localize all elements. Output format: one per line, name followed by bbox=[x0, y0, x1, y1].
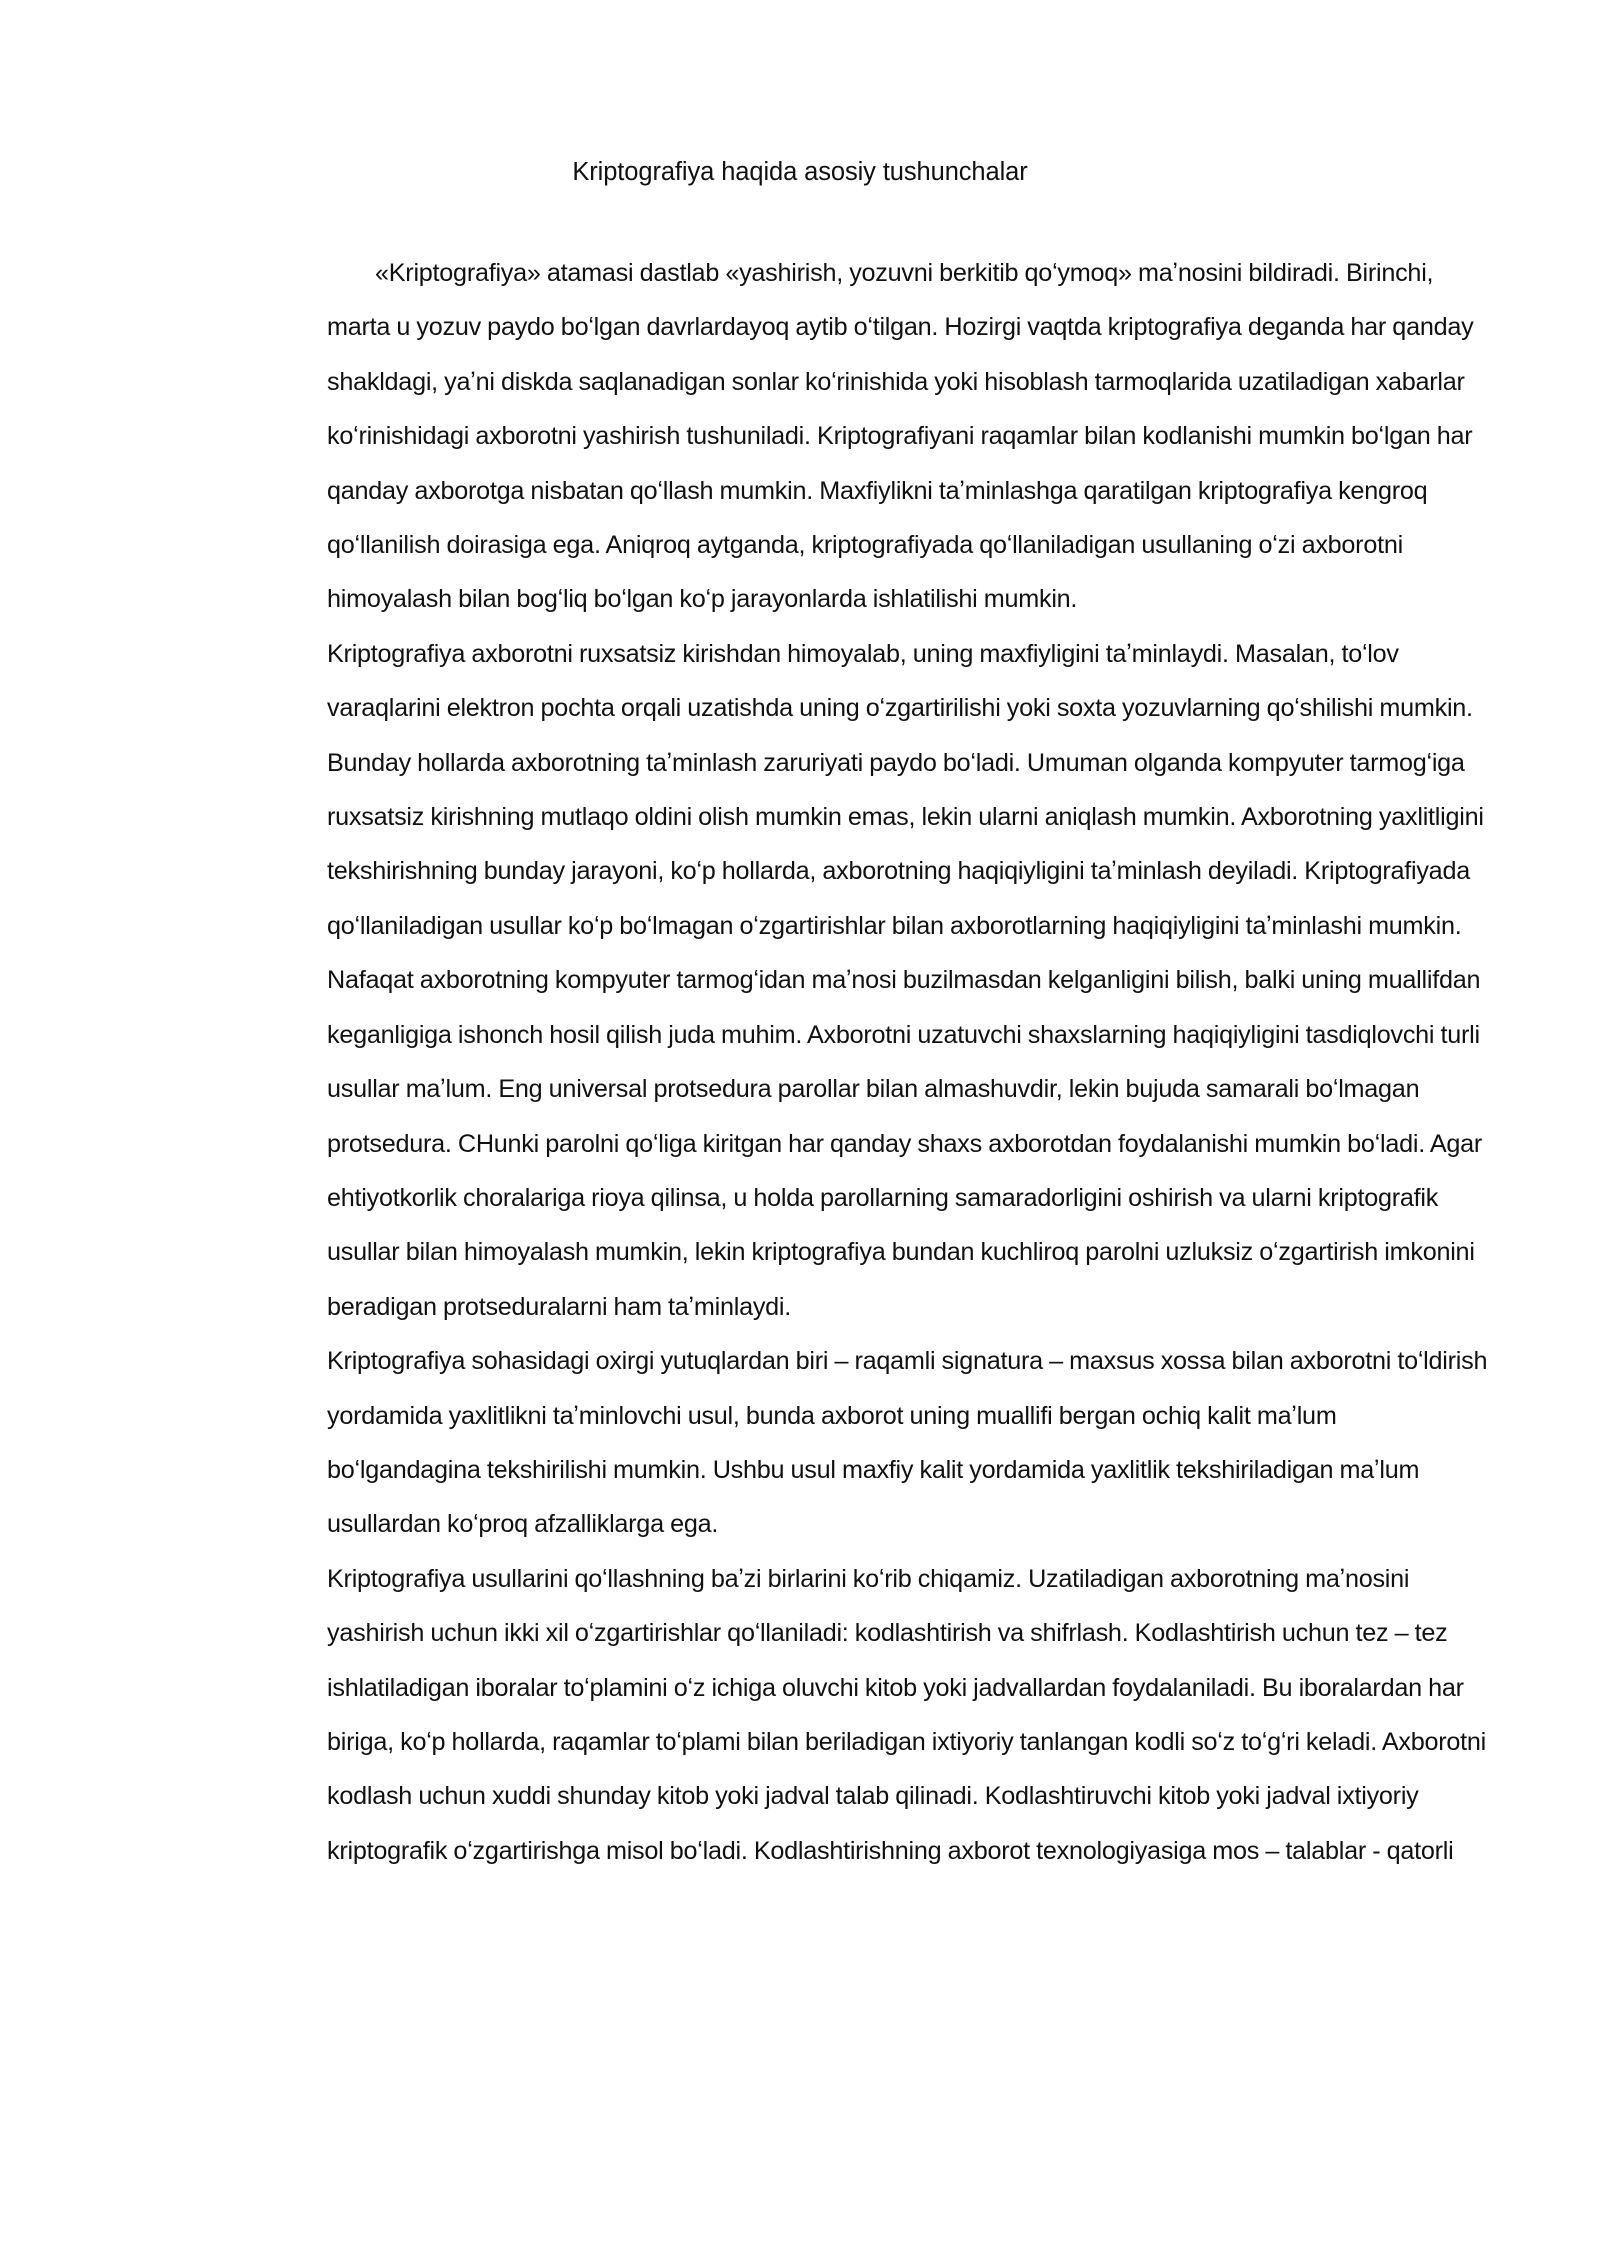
paragraph-encoding-methods: Kriptografiya usullarini qoʻllashning baʼzi birlarini koʻrib chiqamiz. Uzatiladigan axborotning maʼnosini yashirish uchun ikki xil oʻzgartirishlar qoʻllaniladi: kodlashtirish va shifrlash. Kodlashtirish uchun tez – tez ishlatiladigan iboralar toʻplamini oʻz ichiga oluvchi kitob yoki jadvallardan foydalaniladi. Bu iboralardan har biriga, koʻp hollarda, raqamlar toʻplami bilan beriladigan ixtiyoriy tanlangan kodli soʻz toʻgʻri keladi. Axborotni kodlash uchun xuddi shunday kitob yoki jadval talab qilinadi. Kodlashtiruvchi kitob yoki jadval ixtiyoriy kriptografik oʻzgartirishga misol boʻladi. Kodlashtirishning axborot texnologiyasiga mos – talablar - qatorli bbox=[327, 1564, 1486, 1865]
paragraph-authentication: Nafaqat axborotning kompyuter tarmogʻidan maʼnosi buzilmasdan kelganligini bilish, balki uning muallifdan keganligiga ishonch hosil qilish juda muhim. Axborotni uzatuvchi shaxslarning haqiqiyligini tasdiqlovchi turli usullar maʼlum. Eng universal protsedura parollar bilan almashuvdir, lekin bujuda samarali boʻlmagan protsedura. CHunki parolni qoʻliga kiritgan har qanday shaxs axborotdan foydalanishi mumkin boʻladi. Agar ehtiyotkorlik choralariga rioya qilinsa, u holda parollarning samaradorligini oshirish va ularni kriptografik usullar bilan himoyalash mumkin, lekin kriptografiya bundan kuchliroq parolni uzluksiz oʻzgartirish imkonini beradigan protseduralarni ham taʼminlaydi. bbox=[327, 966, 1483, 1321]
paragraph-confidentiality: Kriptografiya axborotni ruxsatsiz kirishdan himoyalab, uning maxfiyligini taʼminlaydi. Masalan, toʻlov varaqlarini elektron pochta orqali uzatishda uning oʻzgartirilishi yoki soxta yozuvlarning qoʻshilishi mumkin. Bunday hollarda axborotning taʼminlash zaruriyati paydo boʻladi. Umuman olganda kompyuter tarmogʻiga ruxsatsiz kirishning mutlaqo oldini olish mumkin emas, lekin ularni aniqlash mumkin. Axborotning yaxlitligini tekshirishning bunday jarayoni, koʻp hollarda, axborotning haqiqiyligini taʼminlash deyiladi. Kriptografiyada qoʻllaniladigan usullar koʻp boʻlmagan oʻzgartirishlar bilan axborotlarning haqiqiyligini taʼminlashi mumkin. bbox=[327, 639, 1484, 940]
paragraph-intro: «Kriptografiya» atamasi dastlab «yashirish, yozuvni berkitib qoʻymoq» maʼnosini bildiradi. Birinchi, marta u yozuv paydo boʻlgan davrlardayoq aytib oʻtilgan. Hozirgi vaqtda kriptografiya deganda har qanday shakldagi, yaʼni diskda saqlanadigan sonlar koʻrinishida yoki hisoblash tarmoqlarida uzatiladigan xabarlar koʻrinishidagi axborotni yashirish tushuniladi. Kriptografiyani raqamlar bilan kodlanishi mumkin boʻlgan har qanday axborotga nisbatan qoʻllash mumkin. Maxfiylikni taʼminlashga qaratilgan kriptografiya kengroq qoʻllanilish doirasiga ega. Aniqroq aytganda, kriptografiyada qoʻllaniladigan usullaning oʻzi axborotni himoyalash bilan bogʻliq boʻlgan koʻp jarayonlarda ishlatilishi mumkin. bbox=[327, 259, 1474, 614]
document-title: Kriptografiya haqida asosiy tushunchalar bbox=[572, 158, 1028, 186]
document-body bbox=[327, 246, 1493, 1878]
paragraph-digital-signature: Kriptografiya sohasidagi oxirgi yutuqlardan biri – raqamli signatura – maxsus xossa bilan axborotni toʻldirish yordamida yaxlitlikni taʼminlovchi usul, bunda axborot uning muallifi bergan ochiq kalit maʼlum boʻlgandagina tekshirilishi mumkin. Ushbu usul maxfiy kalit yordamida yaxlitlik tekshiriladigan maʼlum usullardan koʻproq afzalliklarga ega. bbox=[327, 1347, 1488, 1539]
